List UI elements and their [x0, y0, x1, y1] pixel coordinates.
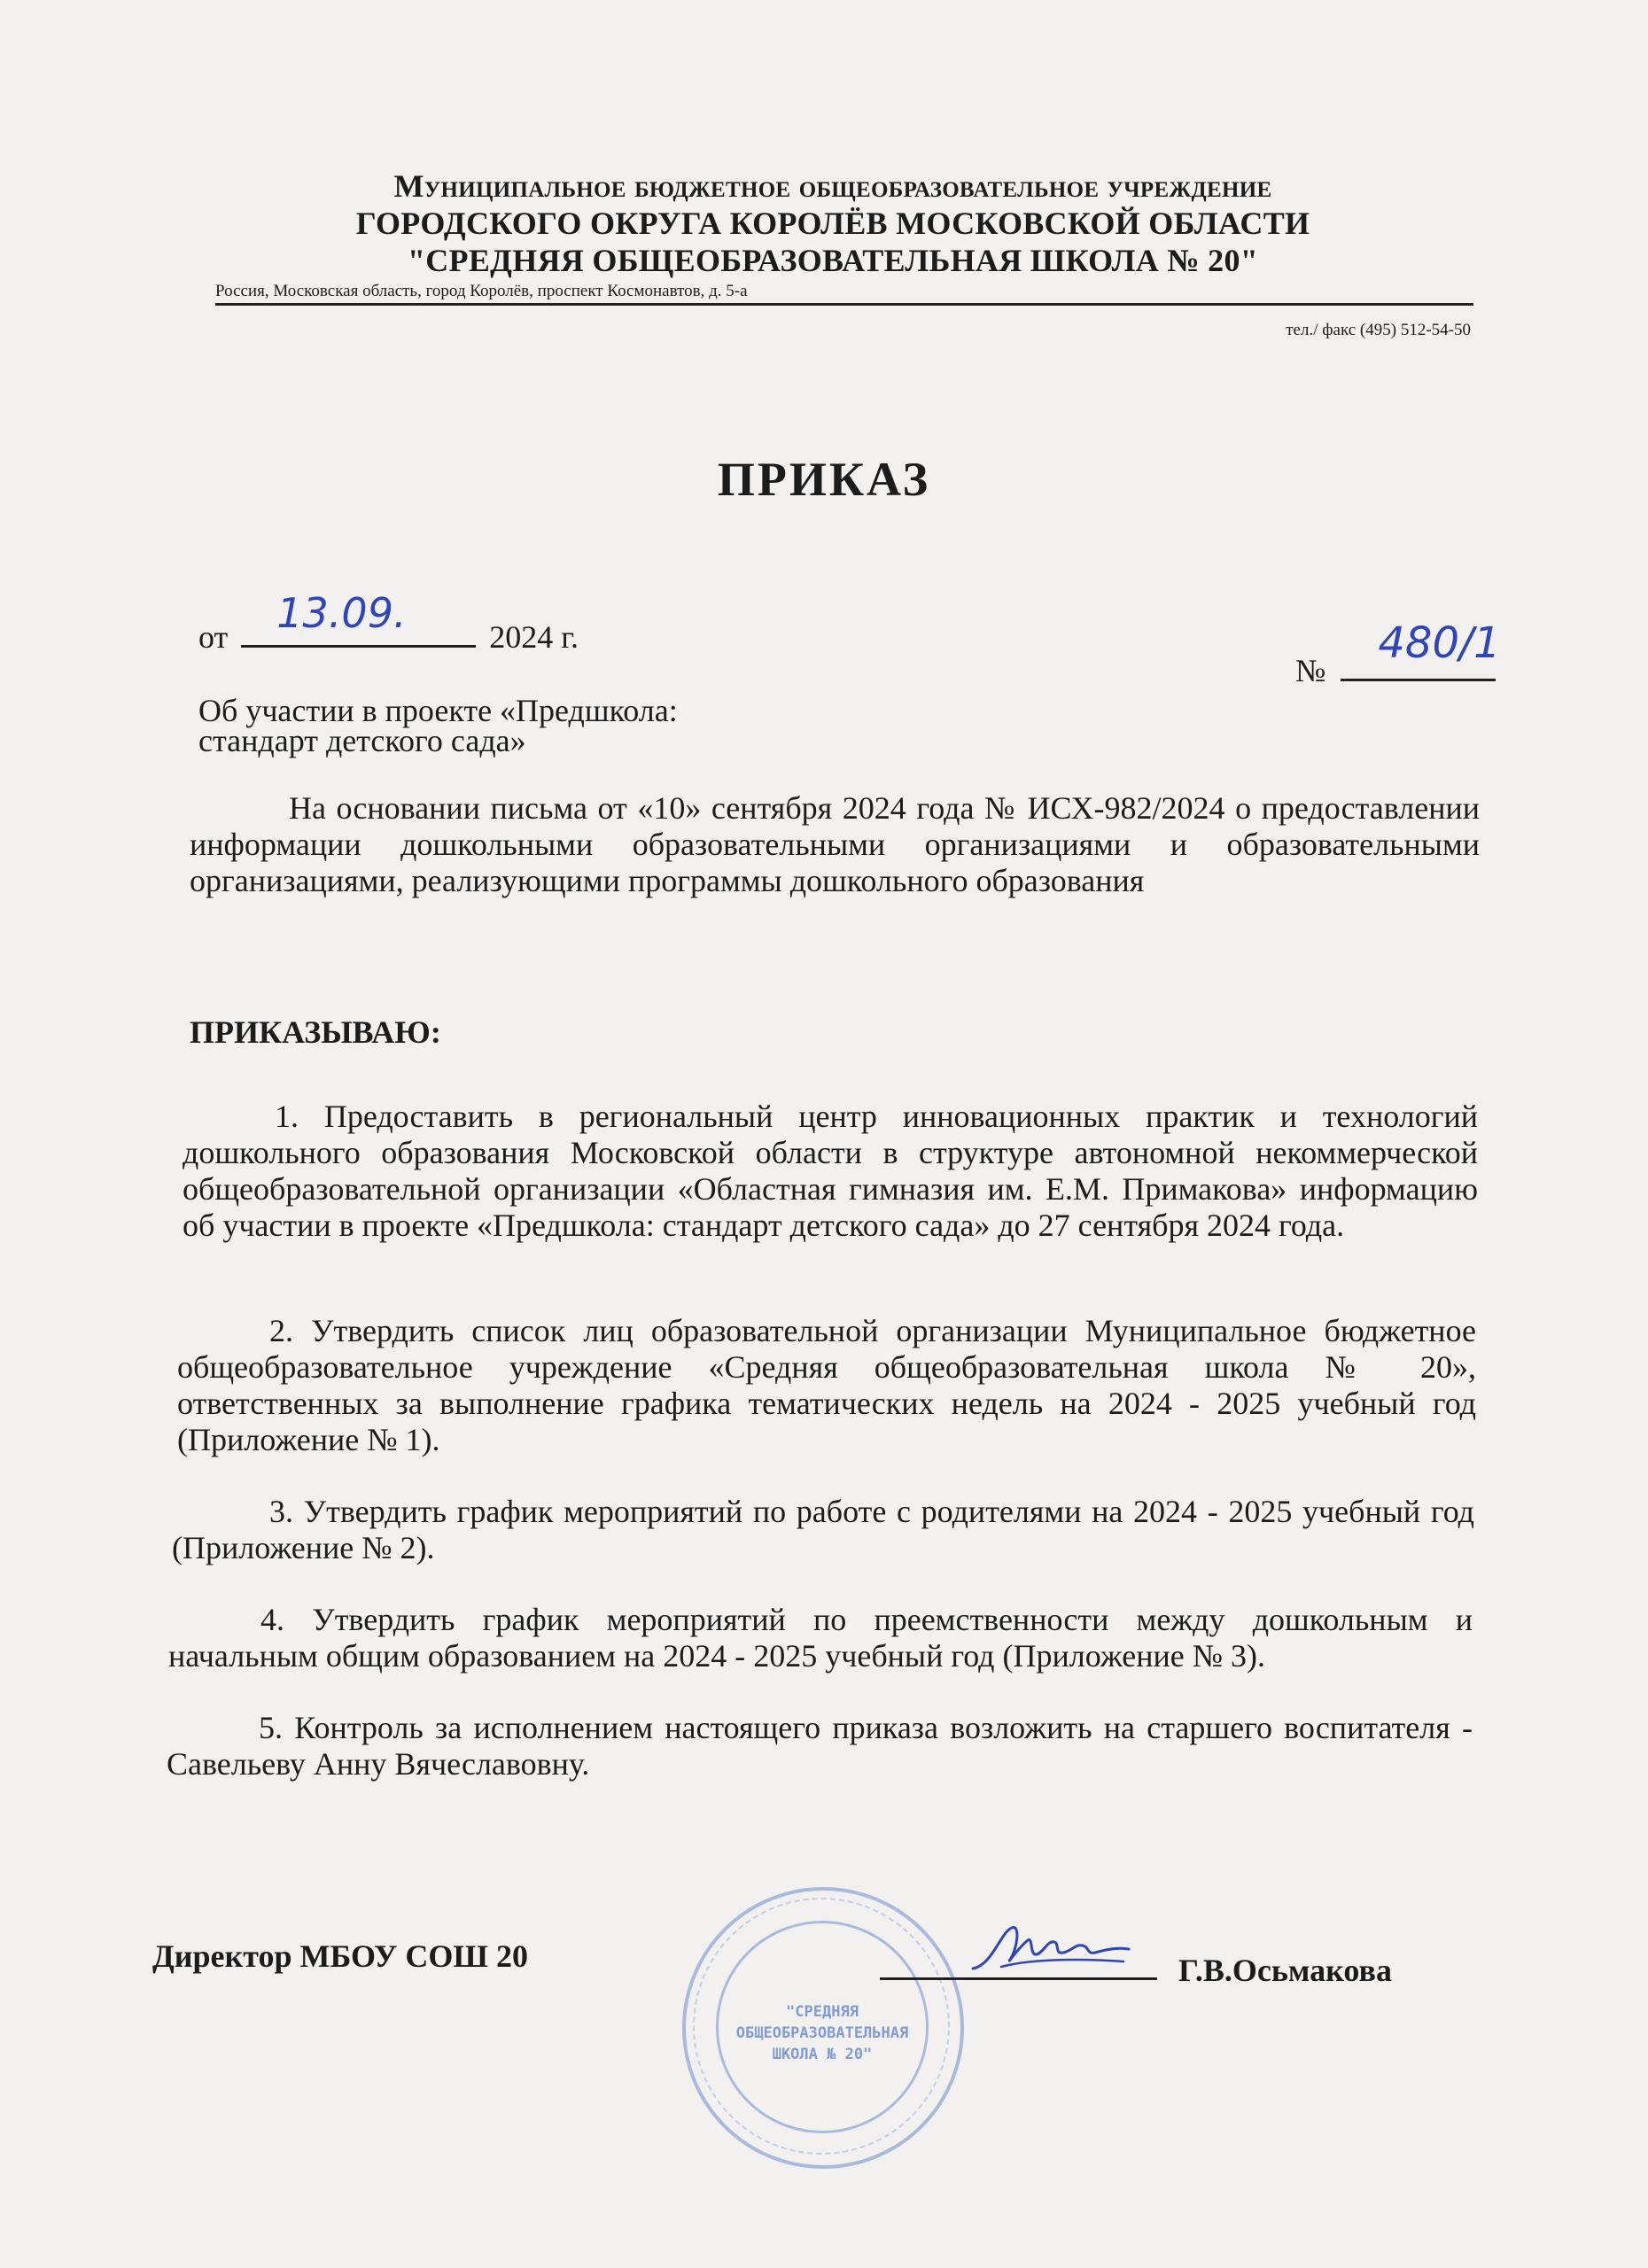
- seal-line1: "СРЕДНЯЯ: [786, 2003, 859, 2021]
- date-handwritten: 13.09.: [276, 589, 407, 637]
- signatory-position: Директор МБОУ СОШ 20: [152, 1938, 528, 1974]
- preamble-paragraph: На основании письма от «10» сентября 2024 года № ИСХ-982/2024 о предоставлении информации дошкольными образовательными организациями и образовательными организациями, реализующими программы дошкольного образования: [190, 790, 1480, 898]
- order-item-4: 4. Утвердить график мероприятий по преемственности между дошкольным и начальным общим образованием на 2024 - 2025 учебный год (Приложение № 3).: [168, 1602, 1473, 1674]
- seal-inner-ring: [716, 1921, 929, 2133]
- date-year: 2024 г.: [489, 619, 579, 655]
- date-prefix: от: [198, 619, 229, 655]
- org-phone: тел./ факс (495) 512-54-50: [1286, 321, 1471, 339]
- document-title: ПРИКАЗ: [717, 453, 931, 506]
- order-item-5: 5. Контроль за исполнением настоящего приказа возложить на старшего воспитателя - Савельеву Анну Вячеславовну.: [167, 1710, 1473, 1782]
- org-name-line3: "СРЕДНЯЯ ОБЩЕОБРАЗОВАТЕЛЬНАЯ ШКОЛА № 20": [407, 243, 1259, 278]
- order-item-3: 3. Утвердить график мероприятий по работе с родителями на 2024 - 2025 учебный год (Приложение № 2).: [172, 1494, 1474, 1565]
- letterhead-divider: [215, 303, 1473, 306]
- number-fill-line: [1341, 618, 1501, 681]
- org-name-line2: ГОРОДСКОГО ОКРУГА КОРОЛЁВ МОСКОВСКОЙ ОБЛАСТИ: [355, 206, 1310, 241]
- seal-text: [719, 2001, 926, 2065]
- signatory-name: Г.В.Осьмакова: [1178, 1953, 1392, 1988]
- date-fill-line: [241, 589, 476, 648]
- handwritten-signature: [966, 1914, 1134, 1984]
- seal-line3: ШКОЛА № 20": [772, 2046, 873, 2063]
- subject-line1: Об участии в проекте «Предшкола:: [198, 693, 678, 728]
- number-handwritten: 480/1: [1378, 618, 1501, 668]
- school-seal: [682, 1887, 964, 2169]
- order-number-field: [1295, 618, 1501, 689]
- date-field: [198, 589, 579, 656]
- subject-line2: стандарт детского сада»: [198, 723, 526, 758]
- order-item-2: 2. Утвердить список лиц образовательной организации Муниципальное бюджетное общеобразовательное учреждение «Средняя общеобразовательная школа № 20», ответственных за выполнение графика тематических недель на 2024 - 2025 учебный год (Приложение № 1).: [177, 1313, 1476, 1457]
- seal-line2: ОБЩЕОБРАЗОВАТЕЛЬНАЯ: [735, 2024, 909, 2042]
- order-item-1: 1. Предоставить в региональный центр инновационных практик и технологий дошкольного образования Московской области в структуре автономной некоммерческой общеобразовательной организации «Областная гимназия им. Е.М. Примакова» информацию об участии в проекте «Предшкола: стандарт детского сада» до 27 сентября 2024 года.: [183, 1099, 1478, 1243]
- org-name-line1: Муниципальное бюджетное общеобразовательное учреждение: [393, 168, 1272, 204]
- number-prefix: №: [1295, 653, 1326, 688]
- order-heading: ПРИКАЗЫВАЮ:: [190, 1014, 441, 1050]
- org-address: Россия, Московская область, город Королёв, проспект Космонавтов, д. 5-а: [215, 282, 748, 300]
